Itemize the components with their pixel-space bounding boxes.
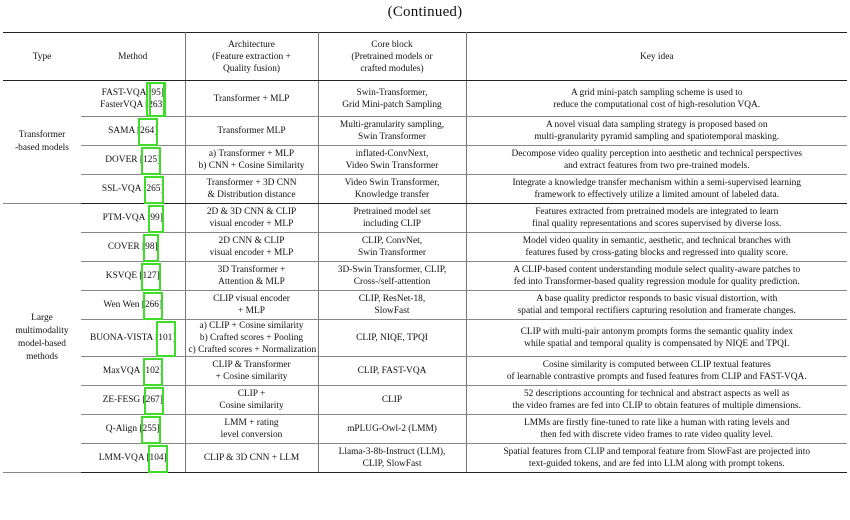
architecture-cell: Transformer + MLP xyxy=(185,81,318,117)
core-block-cell: Pretrained model set including CLIP xyxy=(318,204,466,233)
core-block-cell: mPLUG-Owl-2 (LMM) xyxy=(318,415,466,444)
core-block-cell: CLIP, ResNet-18, SlowFast xyxy=(318,291,466,320)
core-block-cell: CLIP, NIQE, TPQI xyxy=(318,320,466,357)
method-cell xyxy=(81,386,185,415)
method-name: Wen Wen [266] xyxy=(103,300,163,310)
method-cell xyxy=(81,444,185,473)
method-name: ZE-FESG [267] xyxy=(102,395,163,405)
key-idea-cell: A grid mini-patch sampling scheme is used to reduce the computational cost of high-resolution VQA. xyxy=(466,81,847,117)
header-method: Method xyxy=(81,33,185,81)
architecture-cell: 2D & 3D CNN & CLIP visual encoder + MLP xyxy=(185,204,318,233)
table-row xyxy=(3,357,847,386)
table-body xyxy=(3,81,847,473)
method-name: FasterVQA [263] xyxy=(100,99,166,110)
architecture-cell: 3D Transformer + Attention & MLP xyxy=(185,262,318,291)
core-block-cell: CLIP, FAST-VQA xyxy=(318,357,466,386)
key-idea-cell: Cosine similarity is computed between CLIP textual features of learnable contrastive prompts and fused features from CLIP and FAST-VQA. xyxy=(466,357,847,386)
key-idea-cell: Model video quality in semantic, aesthetic, and technical branches with features fused by cross-gating blocks and regressed into quality score. xyxy=(466,233,847,262)
method-name: LMM-VQA [104] xyxy=(98,453,167,463)
header-row xyxy=(3,33,847,81)
core-block-cell: CLIP xyxy=(318,386,466,415)
core-block-cell: Multi-granularity sampling, Swin Transformer xyxy=(318,117,466,146)
group-label: Transformer -based models xyxy=(3,81,81,204)
header-type: Type xyxy=(3,33,81,81)
method-name: MaxVQA [102] xyxy=(102,366,163,376)
method-name: PTM-VQA [99] xyxy=(102,213,163,223)
table-row xyxy=(3,117,847,146)
table-row xyxy=(3,146,847,175)
header-key-idea: Key idea xyxy=(466,33,847,81)
header-core-block: Core block (Pretrained models or crafted modules) xyxy=(318,33,466,81)
architecture-cell: a) Transformer + MLP b) CNN + Cosine Similarity xyxy=(185,146,318,175)
citation-number: 101 xyxy=(158,333,173,343)
core-block-cell: Swin-Transformer, Grid Mini-patch Sampling xyxy=(318,81,466,117)
method-name: FAST-VQA [95] xyxy=(101,87,164,98)
architecture-cell: CLIP & Transformer + Cosine similarity xyxy=(185,357,318,386)
citation-number: 127 xyxy=(142,271,157,281)
method-cell xyxy=(81,175,185,204)
core-block-cell: inflated-ConvNext, Video Swin Transformer xyxy=(318,146,466,175)
method-cell xyxy=(81,146,185,175)
method-name: SSL-VQA [265] xyxy=(101,184,164,194)
key-idea-cell: A novel visual data sampling strategy is proposed based on multi-granularity pyramid sampling and spatiotemporal masking. xyxy=(466,117,847,146)
group-label: Large multimodality model-based methods xyxy=(3,204,81,473)
architecture-cell: CLIP visual encoder + MLP xyxy=(185,291,318,320)
method-cell xyxy=(81,262,185,291)
key-idea-cell: Decompose video quality perception into aesthetic and technical perspectives and extract features from two pre-trained models. xyxy=(466,146,847,175)
citation-number: 104 xyxy=(149,453,164,463)
method-name: COVER [98] xyxy=(107,242,158,252)
key-idea-cell: A CLIP-based content understanding module select quality-aware patches to fed into Transformer-based quality regression module for quality prediction. xyxy=(466,262,847,291)
method-comparison-table xyxy=(3,32,847,473)
architecture-cell: 2D CNN & CLIP visual encoder + MLP xyxy=(185,233,318,262)
method-name: SAMA [264] xyxy=(108,126,158,136)
table-row xyxy=(3,444,847,473)
citation-number: 125 xyxy=(143,155,158,165)
table-row xyxy=(3,204,847,233)
header-architecture: Architecture (Feature extraction + Quality fusion) xyxy=(185,33,318,81)
method-name: KSVQE [127] xyxy=(105,271,160,281)
key-idea-cell: Features extracted from pretrained models are integrated to learn final quality representations and scores supervised by diverse loss. xyxy=(466,204,847,233)
method-cell xyxy=(81,291,185,320)
table-row xyxy=(3,386,847,415)
table-row xyxy=(3,415,847,444)
method-cell xyxy=(81,233,185,262)
architecture-cell: CLIP + Cosine similarity xyxy=(185,386,318,415)
key-idea-cell: Integrate a knowledge transfer mechanism within a semi-supervised learning framework to effectively utilize a limited amount of labeled data. xyxy=(466,175,847,204)
core-block-cell: 3D-Swin Transformer, CLIP, Cross-/self-attention xyxy=(318,262,466,291)
table-row xyxy=(3,320,847,357)
citation-number: 99 xyxy=(150,213,160,223)
method-cell xyxy=(81,415,185,444)
citation-number: 263 xyxy=(148,99,163,110)
citation-number: 102 xyxy=(145,366,160,376)
citation-number: 266 xyxy=(144,300,159,310)
citation-number: 264 xyxy=(140,126,155,136)
key-idea-cell: A base quality predictor responds to basic visual distortion, with spatial and temporal rectifiers capturing resolution and framerate changes. xyxy=(466,291,847,320)
citation-number: 265 xyxy=(146,184,161,194)
method-name: BUONA-VISTA [101] xyxy=(90,333,176,343)
architecture-cell: Transformer MLP xyxy=(185,117,318,146)
key-idea-cell: Spatial features from CLIP and temporal feature from SlowFast are projected into text-guided tokens, and are fed into LLM along with prompt tokens. xyxy=(466,444,847,473)
core-block-cell: Video Swin Transformer, Knowledge transfer xyxy=(318,175,466,204)
architecture-cell: LMM + rating level conversion xyxy=(185,415,318,444)
table-caption: (Continued) xyxy=(387,4,463,20)
citation-number: 95 xyxy=(151,87,161,98)
key-idea-cell: CLIP with multi-pair antonym prompts forms the semantic quality index while spatial and temporal quality is compensated by NIQE and TPQI. xyxy=(466,320,847,357)
table-row xyxy=(3,233,847,262)
table-row xyxy=(3,291,847,320)
architecture-cell: CLIP & 3D CNN + LLM xyxy=(185,444,318,473)
method-cell xyxy=(81,320,185,357)
method-cell xyxy=(81,81,185,117)
method-cell xyxy=(81,357,185,386)
architecture-cell: a) CLIP + Cosine similarity b) Crafted scores + Pooling c) Crafted scores + Normalization xyxy=(185,320,318,357)
method-cell xyxy=(81,204,185,233)
table-row xyxy=(3,262,847,291)
method-name: DOVER [125] xyxy=(105,155,161,165)
core-block-cell: CLIP, ConvNet, Swin Transformer xyxy=(318,233,466,262)
key-idea-cell: 52 descriptions accounting for technical and abstract aspects as well as the video frames are fed into CLIP to obtain features of multiple dimensions. xyxy=(466,386,847,415)
key-idea-cell: LMMs are firstly fine-tuned to rate like a human with rating levels and then fed with discrete video frames to rate video quality level. xyxy=(466,415,847,444)
citation-number: 267 xyxy=(145,395,160,405)
method-name: Q-Align [255] xyxy=(105,424,160,434)
table-row xyxy=(3,175,847,204)
citation-number: 255 xyxy=(142,424,157,434)
core-block-cell: Llama-3-8b-Instruct (LLM), CLIP, SlowFast xyxy=(318,444,466,473)
method-cell xyxy=(81,117,185,146)
table-row xyxy=(3,81,847,117)
citation-number: 98 xyxy=(145,242,155,252)
architecture-cell: Transformer + 3D CNN & Distribution distance xyxy=(185,175,318,204)
